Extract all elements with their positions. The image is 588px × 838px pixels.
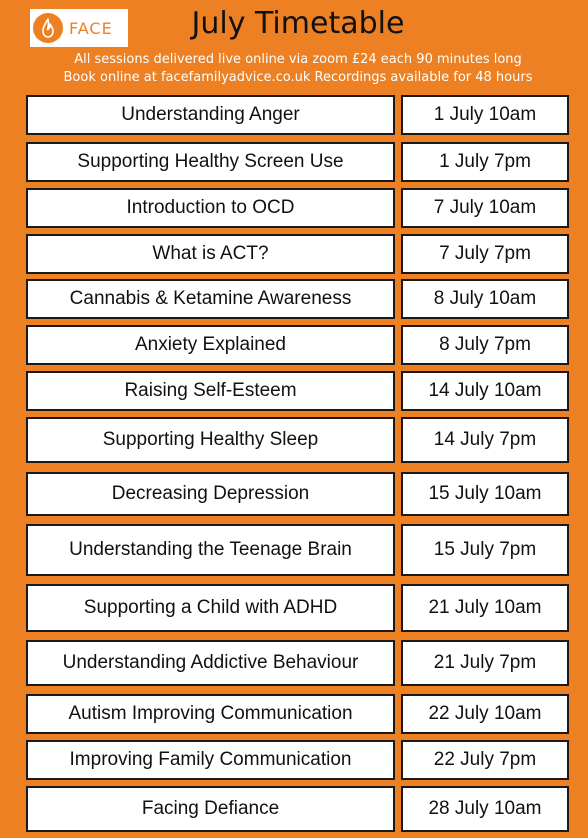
session-date: 7 July 7pm [401, 234, 569, 274]
session-title: Understanding the Teenage Brain [26, 524, 395, 576]
session-title: Facing Defiance [26, 786, 395, 832]
session-title: Raising Self-Esteem [26, 371, 395, 411]
session-date: 15 July 7pm [401, 524, 569, 576]
timetable-row [0, 417, 588, 463]
session-title: Introduction to OCD [26, 188, 395, 228]
session-title: Improving Family Communication [26, 740, 395, 780]
session-date: 14 July 10am [401, 371, 569, 411]
session-title: Anxiety Explained [26, 325, 395, 365]
timetable-row [0, 234, 588, 274]
timetable-row [0, 584, 588, 632]
session-title: Understanding Addictive Behaviour [26, 640, 395, 686]
timetable-row [0, 279, 588, 319]
page-title: July Timetable [191, 6, 405, 41]
session-title: Supporting Healthy Screen Use [26, 142, 395, 182]
session-title: Supporting a Child with ADHD [26, 584, 395, 632]
session-date: 1 July 10am [401, 95, 569, 135]
timetable-row [0, 472, 588, 516]
session-date: 14 July 7pm [401, 417, 569, 463]
session-date: 21 July 10am [401, 584, 569, 632]
session-title: What is ACT? [26, 234, 395, 274]
session-date: 21 July 7pm [401, 640, 569, 686]
session-date: 15 July 10am [401, 472, 569, 516]
session-date: 8 July 7pm [401, 325, 569, 365]
timetable-row [0, 325, 588, 365]
subtitle-details: All sessions delivered live online via zoom £24 each 90 minutes long [74, 52, 522, 67]
timetable-row [0, 694, 588, 734]
timetable-row [0, 524, 588, 576]
session-date: 1 July 7pm [401, 142, 569, 182]
session-date: 22 July 7pm [401, 740, 569, 780]
timetable-row [0, 142, 588, 182]
timetable-row [0, 640, 588, 686]
timetable-row [0, 371, 588, 411]
session-title: Decreasing Depression [26, 472, 395, 516]
subtitle-booking: Book online at facefamilyadvice.co.uk Recordings available for 48 hours [63, 70, 533, 85]
session-title: Cannabis & Ketamine Awareness [26, 279, 395, 319]
timetable-row [0, 188, 588, 228]
session-title: Understanding Anger [26, 95, 395, 135]
timetable-row [0, 740, 588, 780]
timetable-row [0, 95, 588, 135]
session-date: 28 July 10am [401, 786, 569, 832]
logo-text: FACE [69, 18, 113, 38]
session-title: Autism Improving Communication [26, 694, 395, 734]
session-date: 7 July 10am [401, 188, 569, 228]
session-date: 22 July 10am [401, 694, 569, 734]
session-date: 8 July 10am [401, 279, 569, 319]
timetable-row [0, 786, 588, 832]
session-title: Supporting Healthy Sleep [26, 417, 395, 463]
